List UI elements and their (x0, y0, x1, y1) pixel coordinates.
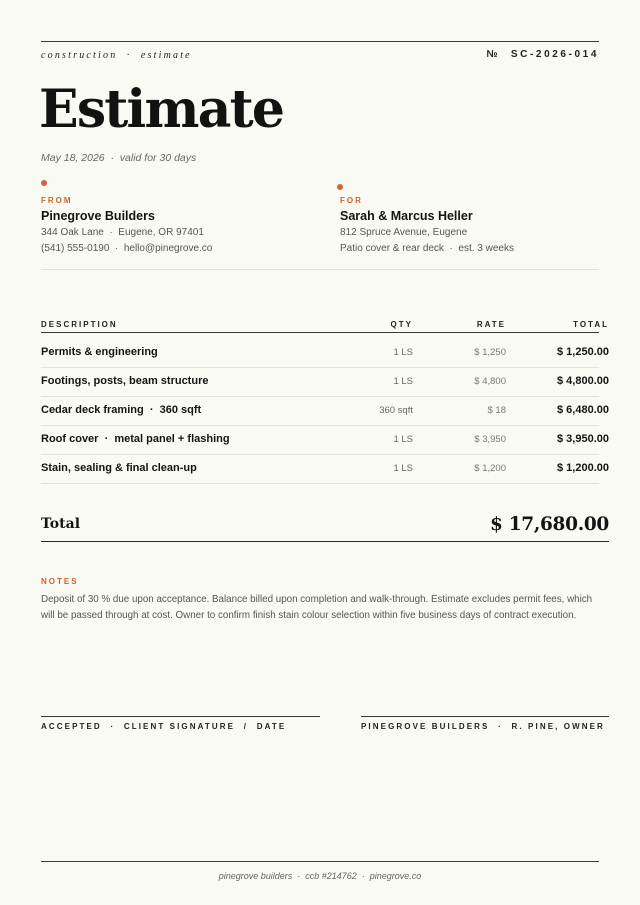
for-name: Sarah & Marcus Heller (340, 209, 473, 223)
row-total: $ 4,800.00 (557, 375, 609, 387)
column-header-description: DESCRIPTION (41, 320, 118, 329)
estimate-document (39, 0, 609, 905)
parties-divider (41, 269, 599, 270)
from-address: 344 Oak Lane · Eugene, OR 97401 (41, 227, 204, 238)
contractor-signature-line[interactable] (361, 716, 609, 717)
row-qty: 1 LS (393, 347, 413, 358)
row-qty: 360 sqft (379, 405, 413, 416)
table-row (41, 367, 609, 397)
table-row (41, 396, 609, 426)
row-qty: 1 LS (393, 434, 413, 445)
for-accent-dot (337, 184, 343, 190)
row-rate: $ 18 (487, 405, 506, 416)
row-description: Roof cover · metal panel + flashing (41, 433, 230, 445)
from-contact: (541) 555-0190 · hello@pinegrove.co (41, 243, 213, 254)
total-label: Total (41, 516, 81, 532)
row-total: $ 1,250.00 (557, 346, 609, 358)
notes-label: NOTES (41, 577, 79, 586)
document-type-eyebrow: construction · estimate (41, 50, 192, 61)
for-label: FOR (340, 196, 363, 205)
row-qty: 1 LS (393, 376, 413, 387)
column-header-rate: RATE (476, 320, 506, 329)
column-header-qty: QTY (390, 320, 413, 329)
from-accent-dot (41, 180, 47, 186)
footer-rule (41, 861, 599, 862)
from-label: FROM (41, 196, 73, 205)
table-row (41, 425, 609, 455)
footer-text: pinegrove builders · ccb #214762 · pinegrove.co (218, 871, 422, 881)
total-value: $ 17,680.00 (489, 514, 609, 535)
from-name: Pinegrove Builders (41, 209, 155, 223)
client-signature-line[interactable] (41, 716, 320, 717)
table-row (41, 338, 609, 368)
row-description: Stain, sealing & final clean-up (41, 462, 197, 474)
column-header-total: TOTAL (573, 320, 609, 329)
table-header-rule (41, 332, 599, 333)
page-title: Estimate (39, 79, 284, 140)
table-row (41, 454, 609, 484)
notes-text: Deposit of 30 % due upon acceptance. Balance billed upon completion and walk-through. Estimate excludes permit fees, which will be passed through at cost. Owner to confirm finish stain colour selection within five business days of contract execution. (41, 594, 593, 621)
contractor-signature-label: PINEGROVE BUILDERS · R. PINE, OWNER (361, 722, 605, 731)
row-rate: $ 3,950 (474, 434, 506, 445)
row-description: Permits & engineering (41, 346, 158, 358)
row-rate: $ 4,800 (474, 376, 506, 387)
row-rate: $ 1,250 (474, 347, 506, 358)
row-total: $ 6,480.00 (557, 404, 609, 416)
row-total: $ 3,950.00 (557, 433, 609, 445)
row-qty: 1 LS (393, 463, 413, 474)
top-rule (41, 41, 599, 42)
date-validity: May 18, 2026 · valid for 30 days (41, 152, 197, 164)
document-number: № SC-2026-014 (486, 49, 599, 60)
row-description: Footings, posts, beam structure (41, 375, 209, 387)
client-signature-label: ACCEPTED · CLIENT SIGNATURE / DATE (41, 722, 287, 731)
for-address: 812 Spruce Avenue, Eugene (340, 227, 468, 238)
row-total: $ 1,200.00 (557, 462, 609, 474)
row-description: Cedar deck framing · 360 sqft (41, 404, 202, 416)
total-rule (41, 541, 609, 542)
for-project: Patio cover & rear deck · est. 3 weeks (340, 243, 514, 254)
row-rate: $ 1,200 (474, 463, 506, 474)
